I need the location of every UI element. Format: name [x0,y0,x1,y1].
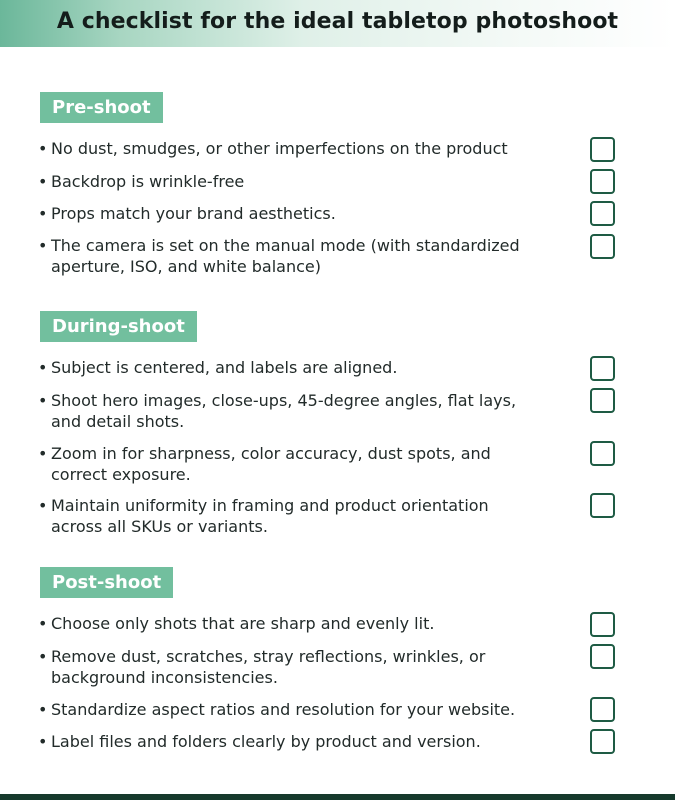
bullet: • [38,358,48,377]
checkbox[interactable] [590,234,615,259]
checklist-item [38,235,538,277]
checklist-item [38,203,538,224]
checklist-item-text: Zoom in for sharpness, color accuracy, dust spots, and correct exposure. [51,444,491,484]
section-label-pre-shoot: Pre-shoot [40,92,163,123]
bullet: • [38,444,48,463]
checklist-item-text: Label files and folders clearly by product and version. [51,732,481,751]
checklist-item [38,613,538,634]
checklist-item-text: Backdrop is wrinkle-free [51,172,245,191]
bullet: • [38,732,48,751]
bullet: • [38,204,48,223]
checklist-item [38,138,538,159]
checkbox[interactable] [590,201,615,226]
checklist-item-text: The camera is set on the manual mode (with standardized aperture, ISO, and white balance) [51,236,520,276]
checklist-item [38,495,538,537]
bullet: • [38,172,48,191]
bullet: • [38,647,48,666]
checklist-item-text: Subject is centered, and labels are aligned. [51,358,398,377]
checkbox[interactable] [590,137,615,162]
bullet: • [38,496,48,515]
checklist-item-text: Maintain uniformity in framing and product orientation across all SKUs or variants. [51,496,489,536]
checklist-item-text: Choose only shots that are sharp and evenly lit. [51,614,435,633]
checkbox[interactable] [590,644,615,669]
page-title: A checklist for the ideal tabletop photoshoot [56,9,619,34]
checklist-item [38,646,538,688]
checklist-item-text: Remove dust, scratches, stray reflections, wrinkles, or background inconsistencies. [51,647,486,687]
checklist-item [38,390,538,432]
checklist-item [38,443,538,485]
bullet: • [38,139,48,158]
checkbox[interactable] [590,441,615,466]
checkbox[interactable] [590,356,615,381]
footer-bar [0,794,675,800]
checklist-item-text: No dust, smudges, or other imperfections on the product [51,139,508,158]
checklist-item [38,171,538,192]
section-label-during-shoot: During-shoot [40,311,197,342]
checklist-item-text: Shoot hero images, close-ups, 45-degree angles, flat lays, and detail shots. [51,391,517,431]
checklist-item-text: Standardize aspect ratios and resolution for your website. [51,700,516,719]
bullet: • [38,700,48,719]
checkbox[interactable] [590,729,615,754]
checkbox[interactable] [590,612,615,637]
checkbox[interactable] [590,493,615,518]
checklist-item-text: Props match your brand aesthetics. [51,204,336,223]
checkbox[interactable] [590,697,615,722]
bullet: • [38,236,48,255]
checklist-item [38,699,538,720]
section-label-post-shoot: Post-shoot [40,567,173,598]
checklist-item [38,731,538,752]
bullet: • [38,614,48,633]
checkbox[interactable] [590,388,615,413]
bullet: • [38,391,48,410]
checklist-item [38,357,538,378]
checkbox[interactable] [590,169,615,194]
